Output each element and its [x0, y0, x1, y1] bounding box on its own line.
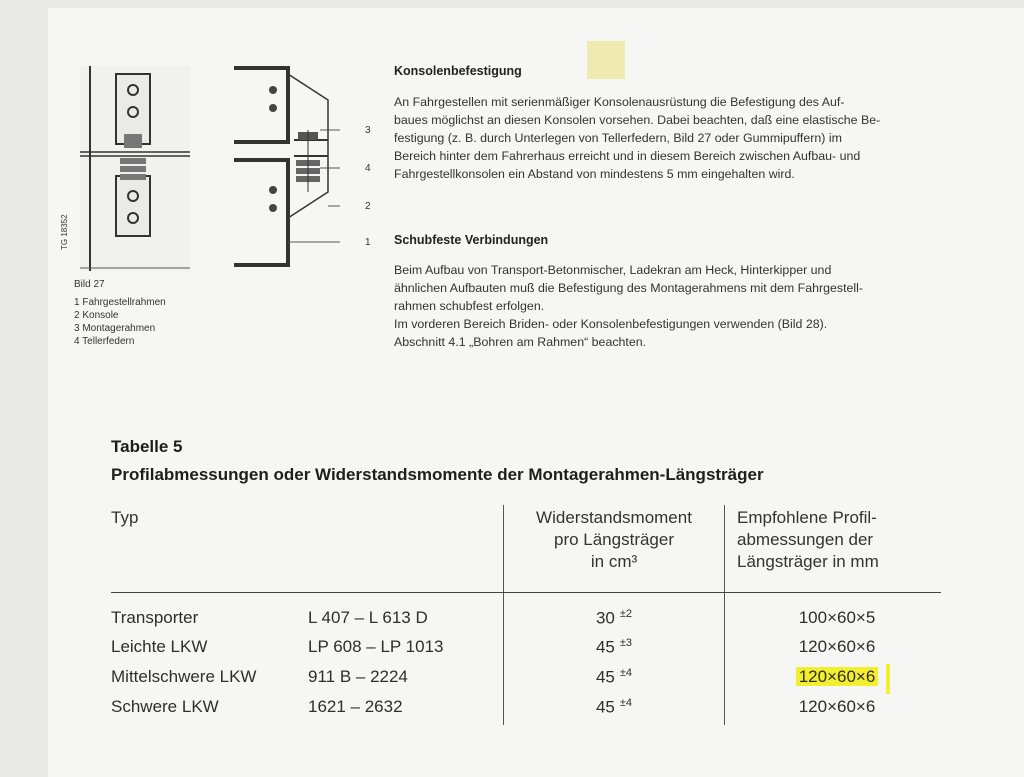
figure-27-chassis-sketch [80, 66, 190, 271]
legend-item: 2 Konsole [74, 310, 119, 321]
text-line: Fahrgestellkonsolen ein Abstand von mindestens 5 mm eingehalten wird. [394, 167, 795, 181]
callout-4: 4 [365, 163, 371, 174]
cell-model: L 407 – L 613 D [308, 608, 428, 627]
figure-27-cross-section [228, 60, 348, 275]
text-line: rahmen schubfest erfolgen. [394, 299, 545, 313]
callout-2: 2 [365, 201, 371, 212]
table-subtitle: Profilabmessungen oder Widerstandsmomente der Montagerahmen-Längsträger [111, 465, 764, 484]
section-heading-schubfeste-verbindungen: Schubfeste Verbindungen [394, 233, 549, 247]
table-row [0, 608, 1024, 632]
table-row [0, 667, 1024, 691]
cell-profile: 100×60×5 [798, 608, 876, 627]
table-row [0, 637, 1024, 661]
text-line: festigung (z. B. durch Unterlegen von Tellerfedern, Bild 27 oder Gummipuffern) im [394, 131, 842, 145]
cell-profile-highlighted [724, 667, 950, 687]
cell-model: 911 B – 2224 [308, 667, 408, 686]
highlight-mark: 120×60×6 [796, 667, 879, 686]
table-row [0, 697, 1024, 721]
text-line: ähnlichen Aufbauten muß die Befestigung des Montagerahmens mit dem Fahrgestell- [394, 281, 864, 295]
cell-moment: 45 $^{\pm 4}$ [595, 667, 633, 687]
figure-code: TG 18352 [60, 214, 69, 250]
cell-moment: 45 $^{\pm 3}$ [595, 637, 633, 657]
cell-moment: 45 $^{\pm 4}$ [595, 697, 633, 717]
section-text-schubfeste-verbindungen [394, 261, 1000, 351]
cell-model: LP 608 – LP 1013 [308, 637, 444, 656]
cell-model: 1621 – 2632 [308, 697, 403, 716]
text-line: baues möglichst an diesen Konsolen vorsehen. Dabei beachten, daß eine elastische Be- [394, 113, 881, 127]
text-line: Im vorderen Bereich Briden- oder Konsolenbefestigungen verwenden (Bild 28). [394, 317, 828, 331]
header-typ: Typ [111, 508, 139, 527]
cell-profile: 120×60×6 [798, 697, 876, 716]
cell-type: Schwere LKW [111, 697, 219, 716]
yellow-note-mark [587, 41, 625, 79]
table-header-rule [111, 592, 941, 593]
cell-type: Transporter [111, 608, 199, 627]
table-title: Tabelle 5 [111, 437, 183, 456]
header-profile: Empfohlene Profil- abmessungen der Längsträger in mm [737, 508, 879, 571]
cell-profile: 120×60×6 [798, 637, 876, 656]
callout-1: 1 [365, 237, 371, 248]
legend-item: 3 Montagerahmen [74, 323, 156, 334]
text-line: Abschnitt 4.1 „Bohren am Rahmen“ beachten. [394, 335, 647, 349]
text-line: Beim Aufbau von Transport-Betonmischer, Ladekran am Heck, Hinterkipper und [394, 263, 832, 277]
legend-item: 1 Fahrgestellrahmen [74, 297, 166, 308]
cell-moment: 30 $^{\pm 2}$ [595, 608, 633, 628]
text-line: An Fahrgestellen mit serienmäßiger Konsolenausrüstung die Befestigung des Auf- [394, 95, 845, 109]
callout-3: 3 [365, 125, 371, 136]
highlight-stroke [886, 664, 890, 694]
figure-legend [74, 296, 166, 348]
legend-item: 4 Tellerfedern [74, 336, 135, 347]
section-heading-konsolenbefestigung: Konsolenbefestigung [394, 64, 522, 78]
cell-type: Mittelschwere LKW [111, 667, 257, 686]
text-line: Bereich hinter dem Fahrerhaus erreicht und in diesem Bereich zwischen Aufbau- und [394, 149, 861, 163]
section-text-konsolenbefestigung [394, 93, 1000, 183]
header-moment: Widerstandsmoment pro Längsträger in cm³ [536, 508, 692, 571]
cell-type: Leichte LKW [111, 637, 208, 656]
figure-caption: Bild 27 [74, 279, 105, 290]
